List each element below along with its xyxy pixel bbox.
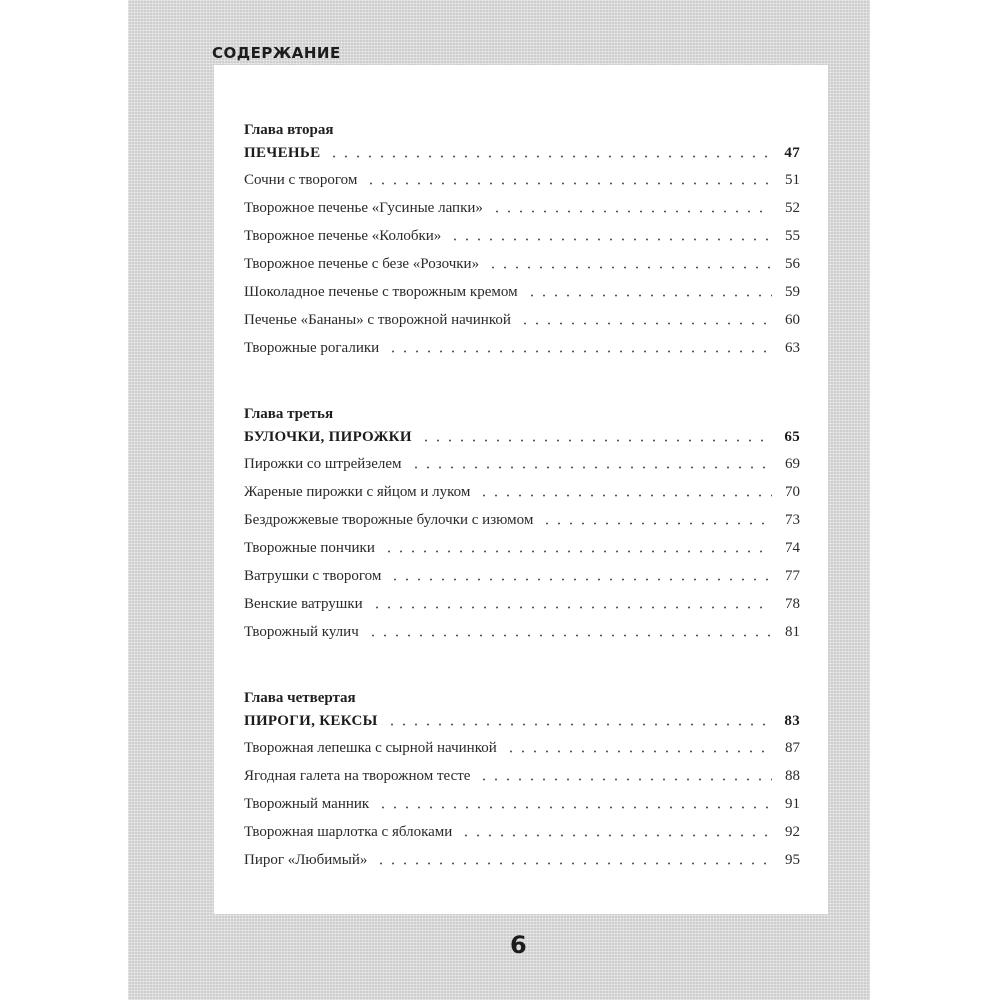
entry-page-number: 95 bbox=[785, 852, 800, 868]
chapter-label: Глава четвертая bbox=[244, 690, 356, 706]
table-of-contents bbox=[244, 120, 800, 874]
dot-leader bbox=[478, 778, 772, 781]
entry-page-number: 88 bbox=[785, 768, 800, 784]
entry-page-number: 77 bbox=[785, 568, 800, 584]
entry-title: ПЕЧЕНЬЕ bbox=[244, 145, 321, 161]
entry-page-number: 52 bbox=[785, 200, 800, 216]
chapter-spacer bbox=[244, 646, 800, 688]
toc-entry[interactable] bbox=[244, 166, 800, 194]
entry-title: Жареные пирожки с яйцом и луком bbox=[244, 484, 471, 500]
book-page bbox=[128, 0, 870, 1000]
toc-entry[interactable] bbox=[244, 562, 800, 590]
chapter-heading-entry[interactable] bbox=[244, 424, 800, 450]
entry-title: Ягодная галета на творожном тесте bbox=[244, 768, 471, 784]
dot-leader bbox=[365, 182, 772, 185]
entry-page-number: 87 bbox=[785, 740, 800, 756]
entry-title: Творожный кулич bbox=[244, 624, 359, 640]
entry-page-number: 74 bbox=[785, 540, 800, 556]
toc-entry[interactable] bbox=[244, 306, 800, 334]
contents-panel bbox=[214, 65, 828, 914]
toc-entry[interactable] bbox=[244, 450, 800, 478]
dot-leader bbox=[389, 578, 772, 581]
dot-leader bbox=[328, 155, 772, 158]
toc-entry[interactable] bbox=[244, 250, 800, 278]
dot-leader bbox=[478, 494, 772, 497]
entry-title: Творожная шарлотка с яблоками bbox=[244, 824, 453, 840]
dot-leader bbox=[526, 294, 772, 297]
entry-title: Пирог «Любимый» bbox=[244, 852, 368, 868]
entry-page-number: 59 bbox=[785, 284, 800, 300]
chapter-heading-entry[interactable] bbox=[244, 708, 800, 734]
entry-title: Творожные пончики bbox=[244, 540, 375, 556]
dot-leader bbox=[541, 522, 772, 525]
dot-leader bbox=[420, 439, 772, 442]
entry-page-number: 51 bbox=[785, 172, 800, 188]
chapter-label: Глава третья bbox=[244, 406, 334, 422]
dot-leader bbox=[375, 862, 772, 865]
dot-leader bbox=[386, 723, 772, 726]
toc-entry[interactable] bbox=[244, 618, 800, 646]
toc-entry[interactable] bbox=[244, 334, 800, 362]
entry-title: Творожное печенье «Колобки» bbox=[244, 228, 442, 244]
entry-title: ПИРОГИ, КЕКСЫ bbox=[244, 713, 378, 729]
page-number: 6 bbox=[510, 931, 527, 959]
entry-title: Творожное печенье с безе «Розочки» bbox=[244, 256, 480, 272]
entry-title: БУЛОЧКИ, ПИРОЖКИ bbox=[244, 429, 412, 445]
entry-page-number: 60 bbox=[785, 312, 800, 328]
entry-page-number: 47 bbox=[784, 145, 800, 161]
chapter-four bbox=[244, 688, 800, 874]
entry-page-number: 91 bbox=[785, 796, 800, 812]
chapter-label: Глава вторая bbox=[244, 122, 334, 138]
entry-page-number: 56 bbox=[785, 256, 800, 272]
toc-entry[interactable] bbox=[244, 534, 800, 562]
entry-title: Пирожки со штрейзелем bbox=[244, 456, 402, 472]
chapter-three bbox=[244, 404, 800, 646]
dot-leader bbox=[367, 634, 772, 637]
toc-entry[interactable] bbox=[244, 222, 800, 250]
dot-leader bbox=[383, 550, 772, 553]
entry-title: Ватрушки с творогом bbox=[244, 568, 382, 584]
entry-title: Сочни с творогом bbox=[244, 172, 358, 188]
entry-page-number: 81 bbox=[785, 624, 800, 640]
toc-entry[interactable] bbox=[244, 506, 800, 534]
toc-entry[interactable] bbox=[244, 846, 800, 874]
entry-title: Шоколадное печенье с творожным кремом bbox=[244, 284, 518, 300]
entry-title: Творожная лепешка с сырной начинкой bbox=[244, 740, 497, 756]
entry-page-number: 69 bbox=[785, 456, 800, 472]
toc-entry[interactable] bbox=[244, 734, 800, 762]
toc-entry[interactable] bbox=[244, 278, 800, 306]
dot-leader bbox=[371, 606, 772, 609]
dot-leader bbox=[519, 322, 772, 325]
chapter-spacer bbox=[244, 362, 800, 404]
toc-entry[interactable] bbox=[244, 194, 800, 222]
entry-page-number: 65 bbox=[784, 429, 800, 445]
entry-page-number: 70 bbox=[785, 484, 800, 500]
entry-page-number: 63 bbox=[785, 340, 800, 356]
entry-title: Творожные рогалики bbox=[244, 340, 380, 356]
entry-title: Венские ватрушки bbox=[244, 596, 363, 612]
entry-page-number: 92 bbox=[785, 824, 800, 840]
entry-page-number: 73 bbox=[785, 512, 800, 528]
dot-leader bbox=[387, 350, 772, 353]
toc-entry[interactable] bbox=[244, 590, 800, 618]
entry-title: Творожное печенье «Гусиные лапки» bbox=[244, 200, 483, 216]
entry-title: Печенье «Бананы» с творожной начинкой bbox=[244, 312, 511, 328]
toc-entry[interactable] bbox=[244, 818, 800, 846]
dot-leader bbox=[410, 466, 772, 469]
entry-title: Творожный манник bbox=[244, 796, 370, 812]
toc-entry[interactable] bbox=[244, 478, 800, 506]
toc-entry[interactable] bbox=[244, 790, 800, 818]
entry-page-number: 78 bbox=[785, 596, 800, 612]
chapter-two bbox=[244, 120, 800, 362]
entry-page-number: 55 bbox=[785, 228, 800, 244]
chapter-heading-entry[interactable] bbox=[244, 140, 800, 166]
dot-leader bbox=[460, 834, 772, 837]
dot-leader bbox=[377, 806, 772, 809]
page-title: СОДЕРЖАНИЕ bbox=[212, 44, 341, 62]
dot-leader bbox=[487, 266, 772, 269]
toc-entry[interactable] bbox=[244, 762, 800, 790]
entry-title: Бездрожжевые творожные булочки с изюмом bbox=[244, 512, 534, 528]
dot-leader bbox=[449, 238, 772, 241]
dot-leader bbox=[505, 750, 772, 753]
entry-page-number: 83 bbox=[784, 713, 800, 729]
dot-leader bbox=[491, 210, 772, 213]
